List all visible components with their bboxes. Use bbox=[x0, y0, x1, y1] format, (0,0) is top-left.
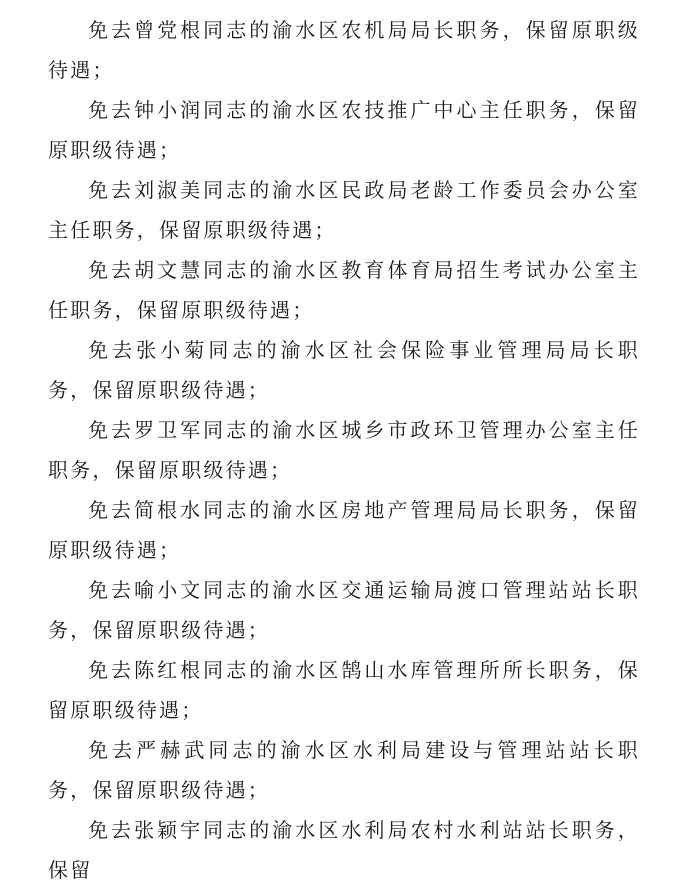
paragraph-yan-hewu: 免去严赫武同志的渝水区水利局建设与管理站站长职务，保留原职级待遇； bbox=[48, 738, 640, 802]
paragraph-zhang-xiaoju: 免去张小菊同志的渝水区社会保险事业管理局局长职务，保留原职级待遇； bbox=[48, 338, 640, 402]
paragraph-chen-honggen: 免去陈红根同志的渝水区鹄山水库管理所所长职务，保留原职级待遇； bbox=[48, 658, 640, 722]
paragraph-luo-weijun: 免去罗卫军同志的渝水区城乡市政环卫管理办公室主任职务，保留原职级待遇； bbox=[48, 418, 640, 482]
paragraph-liu-shumei: 免去刘淑美同志的渝水区民政局老龄工作委员会办公室主任职务，保留原职级待遇； bbox=[48, 178, 640, 242]
paragraph-zhang-yingyu: 免去张颖宇同志的渝水区水利局农村水利站站长职务，保留 bbox=[48, 818, 640, 882]
paragraph-yu-xiaowen: 免去喻小文同志的渝水区交通运输局渡口管理站站长职务，保留原职级待遇； bbox=[48, 578, 640, 642]
document-body bbox=[48, 10, 640, 890]
paragraph-zeng-danggen: 免去曾党根同志的渝水区农机局局长职务，保留原职级待遇； bbox=[48, 18, 640, 82]
paragraph-hu-wenhui: 免去胡文慧同志的渝水区教育体育局招生考试办公室主任职务，保留原职级待遇； bbox=[48, 258, 640, 322]
paragraph-zhong-xiaorun: 免去钟小润同志的渝水区农技推广中心主任职务，保留原职级待遇； bbox=[48, 98, 640, 162]
paragraph-jian-genshui: 免去简根水同志的渝水区房地产管理局局长职务，保留原职级待遇； bbox=[48, 498, 640, 562]
